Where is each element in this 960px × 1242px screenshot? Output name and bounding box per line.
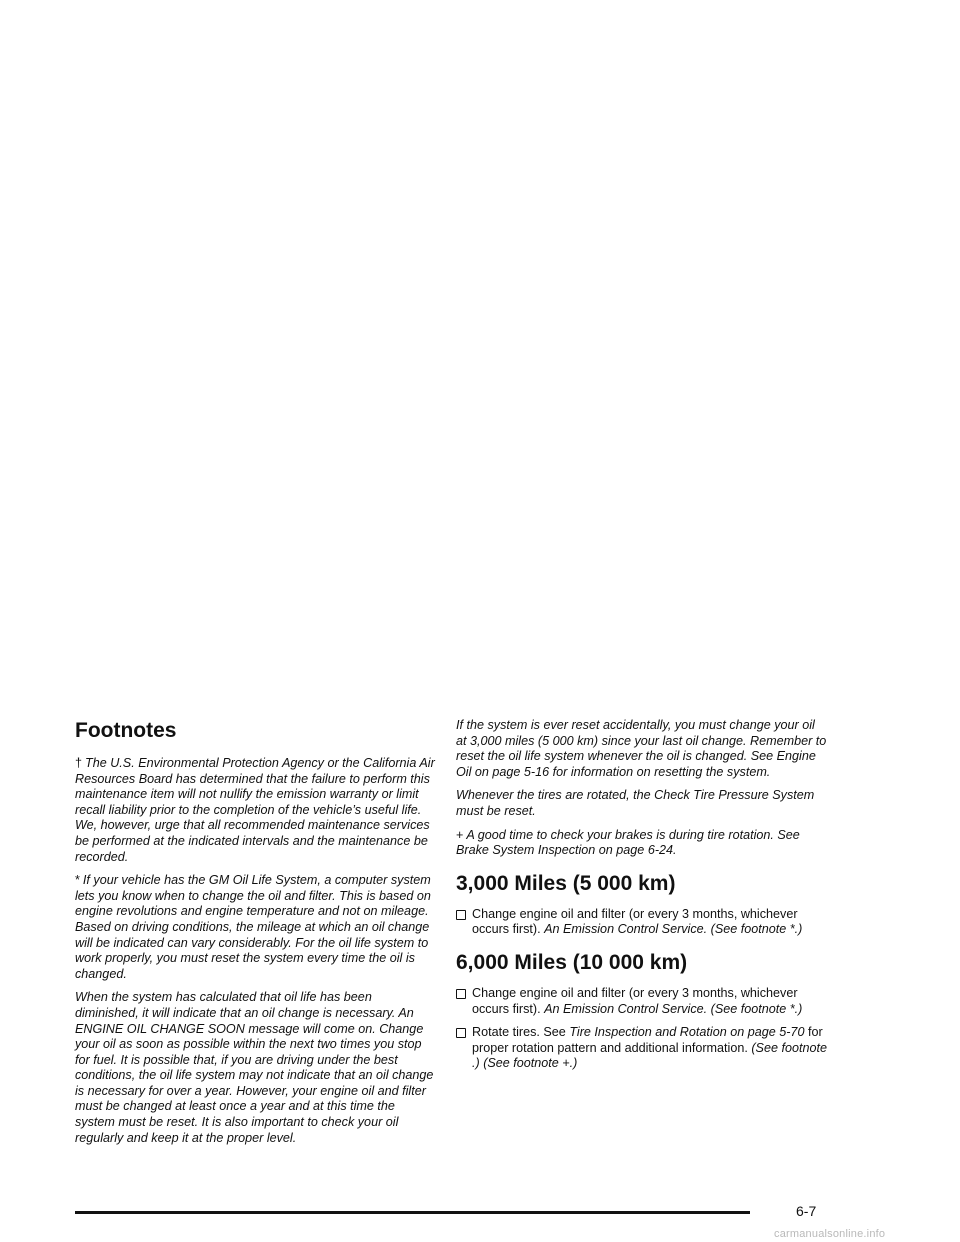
oil-life-calculated-paragraph: When the system has calculated that oil life has been diminished, it will indicate that an oil change is necessary. An ENGINE OIL CHANGE SOON message will come on. Change your oil as soon as possible within the next two times you stop for fuel. It is possible that, if you are driving under the best conditions, the oil life system may not indicate that an oil change is necessary for over a year. However, your engine oil and filter must be changed at least once a year and at this time the system must be reset. It is also important to check your oil regularly and keep it at the proper level.: [75, 990, 434, 1145]
item-text: Rotate tires. See: [472, 1025, 566, 1040]
item-text-continued: for proper rotation pattern and additional information.: [472, 1025, 823, 1055]
section-6000-heading: 6,000 Miles (10 000 km): [456, 950, 688, 974]
accidental-reset-paragraph: If the system is ever reset accidentally, you must change your oil at 3,000 miles (5 000 km) since your last oil change. Remember to reset the oil life system whenever the oil is changed. See Engine Oil on page 5-16 for information on resetting the system.: [456, 718, 827, 779]
footnote-star: [75, 873, 437, 982]
checklist-item-6000-oil: [456, 986, 828, 1017]
item-text: Change engine oil and filter (or every 3 months, whichever occurs first).: [472, 985, 798, 1016]
footnote-plus: [456, 828, 828, 859]
item-reference: Tire Inspection and Rotation on page 5-70: [569, 1025, 805, 1040]
item-text: Change engine oil and filter (or every 3 months, whichever occurs first).: [472, 906, 798, 937]
footer-rule: [75, 1211, 750, 1214]
checkbox-icon: [456, 1028, 466, 1038]
footnote-star-text: If your vehicle has the GM Oil Life System, a computer system lets you know when to change the oil and filter. This is based on engine revolutions and engine temperature and not on mileage. Based on driving conditions, the mileage at which an oil change will be indicated can vary considerably. For the oil life system to work properly, you must reset the system every time the oil is changed.: [75, 873, 431, 981]
item-emphasis: An Emission Control Service. (See footnote *.): [544, 922, 803, 937]
section-3000-heading: 3,000 Miles (5 000 km): [456, 871, 676, 895]
right-column: [456, 718, 828, 1080]
footnote-dagger-text: The U.S. Environmental Protection Agency or the California Air Resources Board has determined that the failure to perform this maintenance item will not nullify the emission warranty or limit recall liability prior to the completion of the vehicle’s useful life. We, however, urge that all recommended maintenance services be performed at the indicated intervals and the maintenance be recorded.: [75, 756, 435, 864]
footnote-star-marker: *: [75, 873, 80, 888]
tire-pressure-paragraph: Whenever the tires are rotated, the Check Tire Pressure System must be reset.: [456, 788, 815, 818]
item-emphasis: (See footnote .) (See footnote +.): [472, 1040, 827, 1071]
page-number: 6-7: [796, 1203, 817, 1219]
checkbox-icon: [456, 910, 466, 920]
watermark: carmanualsonline.info: [774, 1228, 886, 1240]
checkbox-icon: [456, 989, 466, 999]
footnote-dagger-marker: †: [75, 756, 83, 770]
footnote-plus-marker: +: [456, 827, 464, 842]
checklist-item-3000-oil: [456, 907, 828, 938]
footnote-dagger: [75, 756, 437, 865]
footnote-plus-text: A good time to check your brakes is during tire rotation. See Brake System Inspection on page 6-24.: [456, 827, 800, 858]
footnotes-heading: Footnotes: [75, 719, 177, 742]
checklist-item-6000-tires: [456, 1025, 828, 1072]
item-emphasis: An Emission Control Service. (See footnote *.): [544, 1001, 803, 1016]
left-column: [75, 718, 437, 1154]
